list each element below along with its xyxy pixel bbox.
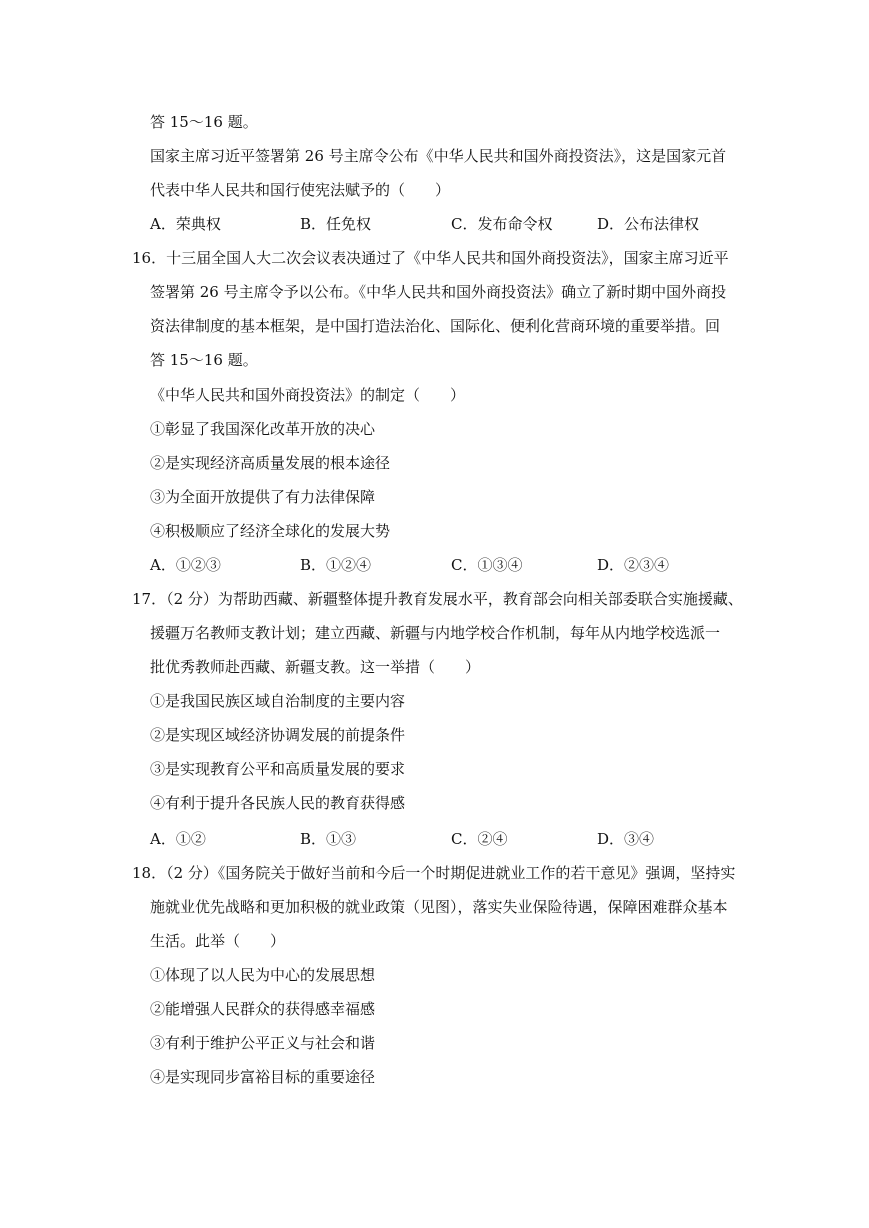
- q16-item: ②是实现经济高质量发展的根本途径: [150, 454, 391, 472]
- q17-item: ④有利于提升各民族人民的教育获得感: [150, 794, 406, 812]
- q18-item: ③有利于维护公平正义与社会和谐: [150, 1034, 376, 1052]
- q16-option-c: C．①③④: [451, 556, 523, 574]
- q16-option-b: B．①②④: [300, 556, 372, 574]
- q15-option-a: A．荣典权: [150, 215, 221, 233]
- q16-item: ③为全面开放提供了有力法律保障: [150, 488, 376, 506]
- q16-option-d: D．②③④: [597, 556, 670, 574]
- q18-item: ①体现了以人民为中心的发展思想: [150, 966, 376, 984]
- q17-option-c: C．②④: [451, 830, 508, 848]
- q16-text-line: 答 15～16 题。: [150, 351, 258, 369]
- q16-text-line: 签署第 26 号主席令予以公布。《中华人民共和国外商投资法》确立了新时期中国外商投: [150, 283, 727, 301]
- q16-item: ④积极顺应了经济全球化的发展大势: [150, 522, 391, 540]
- q16-stem: 《中华人民共和国外商投资法》的制定（ ）: [150, 386, 466, 404]
- q18-text-line: 生活。此举（ ）: [150, 932, 286, 950]
- q16-title-line: 16．十三届全国人大二次会议表决通过了《中华人民共和国外商投资法》，国家主席习近平: [132, 249, 729, 267]
- q17-option-d: D．③④: [597, 830, 655, 848]
- q18-title-line: 18．（2 分）《国务院关于做好当前和今后一个时期促进就业工作的若干意见》强调，坚持实: [132, 864, 736, 882]
- q16-item: ①彰显了我国深化改革开放的决心: [150, 420, 376, 438]
- q15-stem-line: 国家主席习近平签署第 26 号主席令公布《中华人民共和国外商投资法》，这是国家元首: [150, 147, 727, 165]
- q17-item: ③是实现教育公平和高质量发展的要求: [150, 760, 406, 778]
- q17-text-line: 批优秀教师赴西藏、新疆支教。这一举措（ ）: [150, 658, 481, 676]
- q15-stem-line: 代表中华人民共和国行使宪法赋予的（ ）: [150, 181, 451, 199]
- q18-item: ④是实现同步富裕目标的重要途径: [150, 1068, 376, 1086]
- q18-text-line: 施就业优先战略和更加积极的就业政策（见图），落实失业保险待遇，保障困难群众基本: [150, 898, 728, 916]
- q17-text-line: 援疆万名教师支教计划；建立西藏、新疆与内地学校合作机制，每年从内地学校选派一: [150, 624, 721, 642]
- q16-text-line: 资法律制度的基本框架，是中国打造法治化、国际化、便利化营商环境的重要举措。回: [150, 317, 721, 335]
- q17-item: ①是我国民族区域自治制度的主要内容: [150, 692, 406, 710]
- q17-item: ②是实现区域经济协调发展的前提条件: [150, 726, 406, 744]
- q15-option-d: D．公布法律权: [597, 215, 700, 233]
- q18-item: ②能增强人民群众的获得感幸福感: [150, 1000, 376, 1018]
- q16-option-a: A．①②③: [150, 556, 221, 574]
- q15-option-b: B．任免权: [300, 215, 372, 233]
- q15-option-c: C．发布命令权: [451, 215, 553, 233]
- q17-option-b: B．①③: [300, 830, 357, 848]
- q17-title-line: 17．（2 分）为帮助西藏、新疆整体提升教育发展水平，教育部会向相关部委联合实施援藏、: [132, 590, 743, 608]
- q17-option-a: A．①②: [150, 830, 206, 848]
- q15-text-line: 答 15～16 题。: [150, 113, 258, 131]
